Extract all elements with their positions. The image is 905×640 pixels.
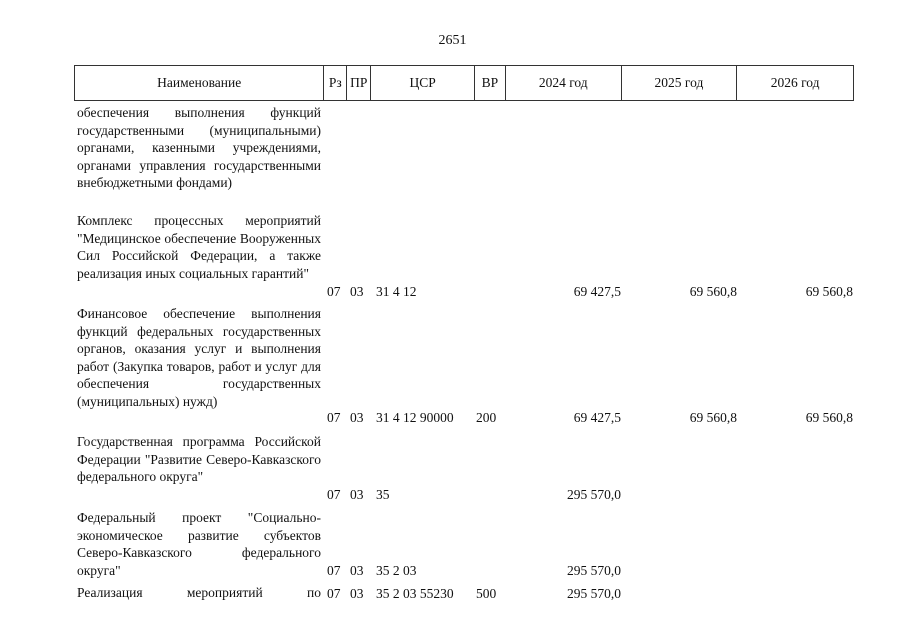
row-2025: 69 560,8: [689, 409, 737, 425]
row-2025: 69 560,8: [689, 283, 737, 299]
header-2025: 2025 год: [622, 66, 738, 100]
row-csr: 31 4 12: [376, 283, 417, 299]
table-row: [74, 305, 854, 426]
row-csr: 35: [376, 486, 390, 502]
table-row: [74, 584, 854, 602]
row-pr: 03: [350, 486, 364, 502]
row-name: обеспечения выполнения функций государственными (муниципальными) органами, казенными учреждениями, органами управления государственными внебюджетными фондами): [77, 105, 321, 190]
row-pr: 03: [350, 409, 364, 425]
row-vr: 200: [476, 409, 497, 425]
row-2024: 69 427,5: [573, 283, 621, 299]
row-pr: 03: [350, 585, 364, 601]
table-row: [74, 509, 854, 579]
row-rz: 07: [327, 562, 341, 578]
row-pr: 03: [350, 562, 364, 578]
row-2026: 69 560,8: [805, 409, 853, 425]
row-2024: 295 570,0: [567, 486, 621, 502]
header-2026: 2026 год: [770, 75, 820, 90]
row-name: Финансовое обеспечение выполнения функций федеральных государственных органов, оказания услуг и выполнения работ (Закупка товаров, работ и услуг для обеспечения государственных (муниципальных) нужд): [77, 306, 321, 409]
row-vr: 500: [476, 585, 497, 601]
table-header: [74, 65, 854, 101]
row-rz: 07: [327, 486, 341, 502]
row-2026: 69 560,8: [805, 283, 853, 299]
table-row: [74, 433, 854, 503]
header-vr: ВР: [475, 66, 506, 100]
row-2024: 69 427,5: [573, 409, 621, 425]
row-pr: 03: [350, 283, 364, 299]
header-pr: ПР: [347, 66, 371, 100]
row-rz: 07: [327, 585, 341, 601]
row-csr: 35 2 03 55230: [376, 585, 454, 601]
table-row: [74, 104, 854, 209]
row-name: Комплекс процессных мероприятий "Медицинское обеспечение Вооруженных Сил Российской Федерации, а также реализация иных социальных гарантий": [77, 213, 321, 281]
row-name: Реализация мероприятий по: [77, 585, 321, 600]
row-csr: 31 4 12 90000: [376, 409, 454, 425]
header-rz: Рз: [324, 66, 347, 100]
header-2024: 2024 год: [506, 66, 622, 100]
page-number: 2651: [438, 33, 467, 48]
row-2024: 295 570,0: [567, 585, 621, 601]
header-name: Наименование: [75, 66, 324, 100]
row-name: Федеральный проект "Социально-экономическое развитие субъектов Северо-Кавказского федерального округа": [77, 510, 321, 578]
row-rz: 07: [327, 409, 341, 425]
row-name: Государственная программа Российской Федерации "Развитие Северо-Кавказского федерального округа": [77, 434, 321, 484]
row-csr: 35 2 03: [376, 562, 417, 578]
row-2024: 295 570,0: [567, 562, 621, 578]
table-row: [74, 212, 854, 300]
header-csr: ЦСР: [371, 66, 475, 100]
row-rz: 07: [327, 283, 341, 299]
